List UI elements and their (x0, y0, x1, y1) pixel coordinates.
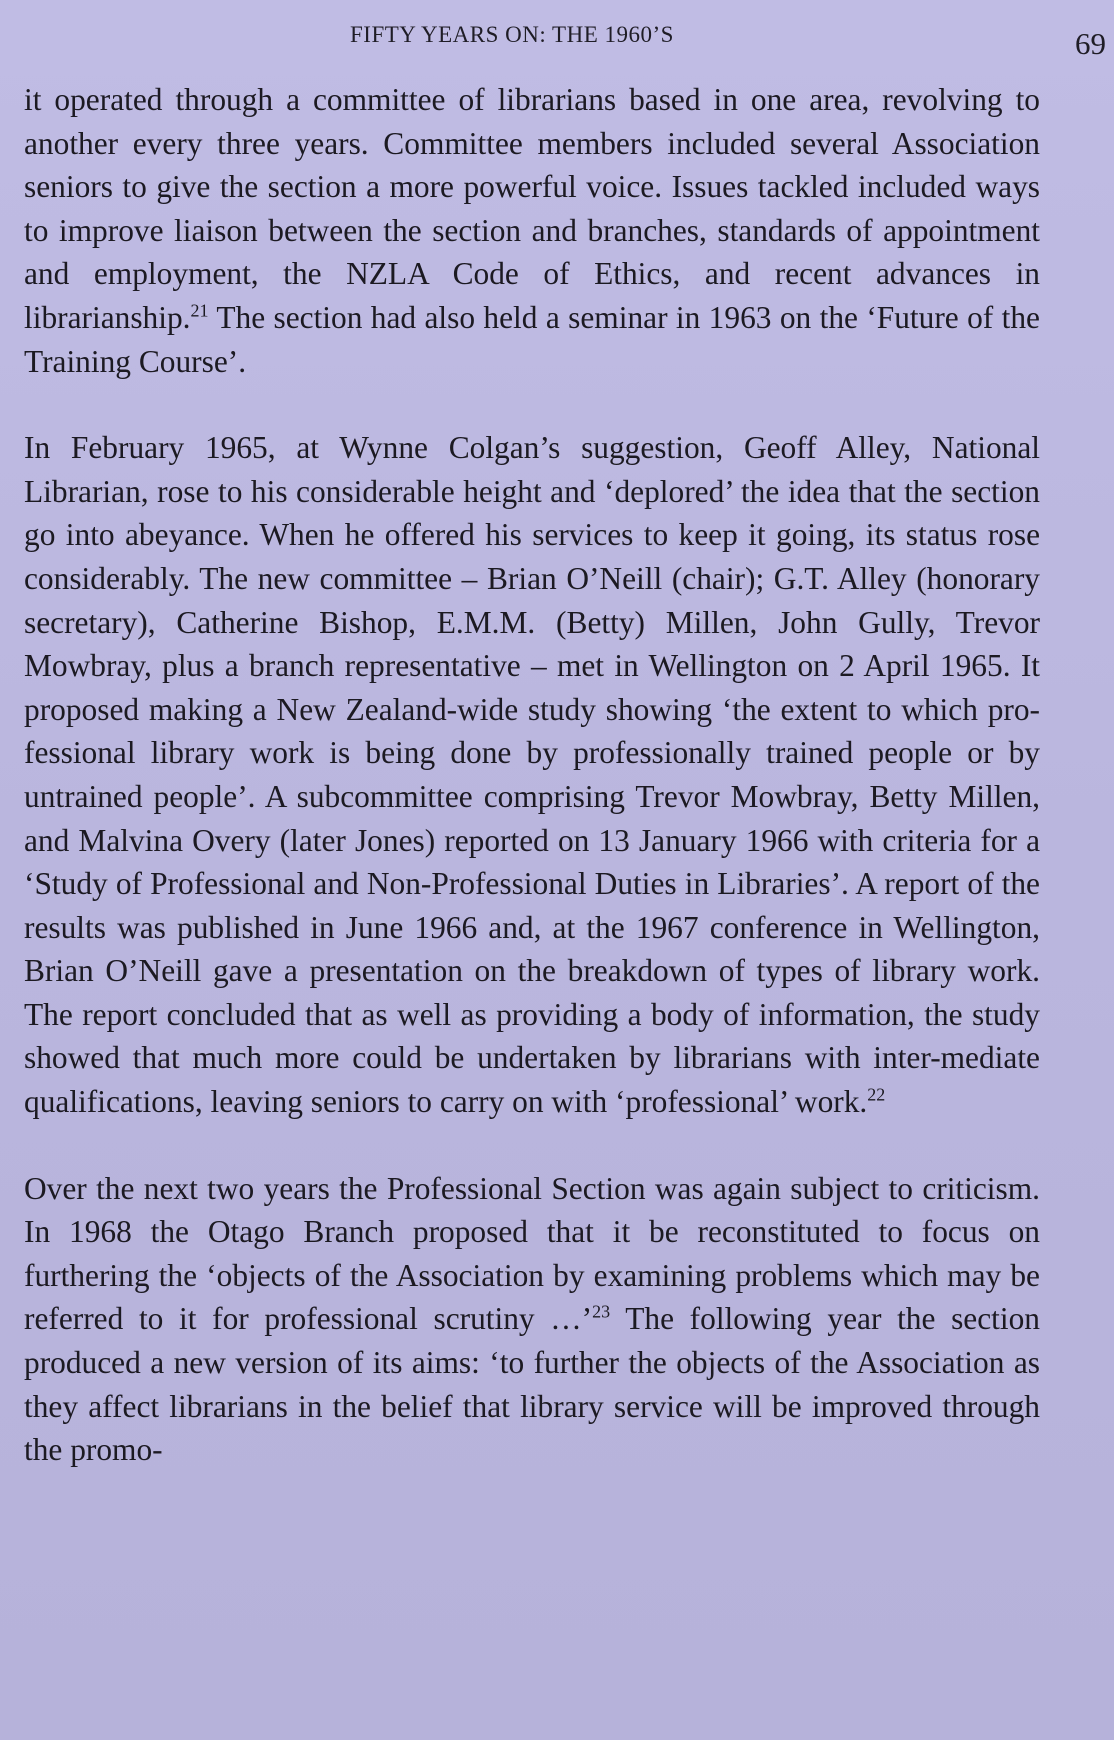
paragraph-3 (24, 1167, 1040, 1472)
page-number: 69 (1075, 26, 1106, 61)
paragraph-3-text: Over the next two years the Professional Section was again subject to criticism. In 1968 the Otago Branch proposed that it be reconstituted to focus on furthering the ‘objects of the Association by examining problems which may be referred to it for professional scrutiny …’ (24, 1170, 1040, 1337)
paragraph-3-tail: The following year the section produced a new version of its aims: ‘to further the objects of the Association as they affect librarians in the belief that library service will be improved through the promo- (24, 1301, 1040, 1468)
body-text (24, 78, 1040, 1515)
paragraph-2-text: In February 1965, at Wynne Colgan’s suggestion, Geoff Alley, National Librarian, rose to his considerable height and ‘deplored’ the idea that the section go into abeyance. When he offered his services to keep it going, its status rose considerably. The new committee – Brian O’Neill (chair); G.T. Alley (honorary secretary), Catherine Bishop, E.M.M. (Betty) Millen, John Gully, Trevor Mowbray, plus a branch representative – met in Wellington on 2 April 1965. It proposed making a New Zealand-wide study showing ‘the extent to which pro-fessional library work is being done by professionally trained people or by untrained people’. A subcommittee comprising Trevor Mowbray, Betty Millen, and Malvina Overy (later Jones) reported on 13 January 1966 with criteria for a ‘Study of Professional and Non-Professional Duties in Libraries’. A report of the results was published in June 1966 and, at the 1967 conference in Wellington, Brian O’Neill gave a presentation on the breakdown of types of library work. The report concluded that as well as providing a body of information, the study showed that much more could be undertaken by librarians with inter-mediate qualifications, leaving seniors to carry on with ‘professional’ work. (24, 430, 1040, 1120)
paragraph-1-tail: The section had also held a seminar in 1963 on the ‘Future of the Training Course’. (24, 299, 1040, 379)
footnote-marker-22[interactable]: 22 (867, 1084, 886, 1105)
paragraph-1 (24, 78, 1040, 383)
footnote-marker-21[interactable]: 21 (190, 300, 209, 321)
footnote-marker-23[interactable]: 23 (592, 1301, 611, 1322)
paragraph-2 (24, 426, 1040, 1124)
paragraph-1-text: it operated through a committee of librarians based in one area, revolving to another every three years. Committee members included several Association seniors to give the section a more powerful voice. Issues tackled included ways to improve liaison between the section and branches, standards of appointment and employment, the NZLA Code of Ethics, and recent advances in librarianship. (24, 82, 1040, 335)
running-head: FIFTY YEARS ON: THE 1960’S (350, 22, 674, 47)
